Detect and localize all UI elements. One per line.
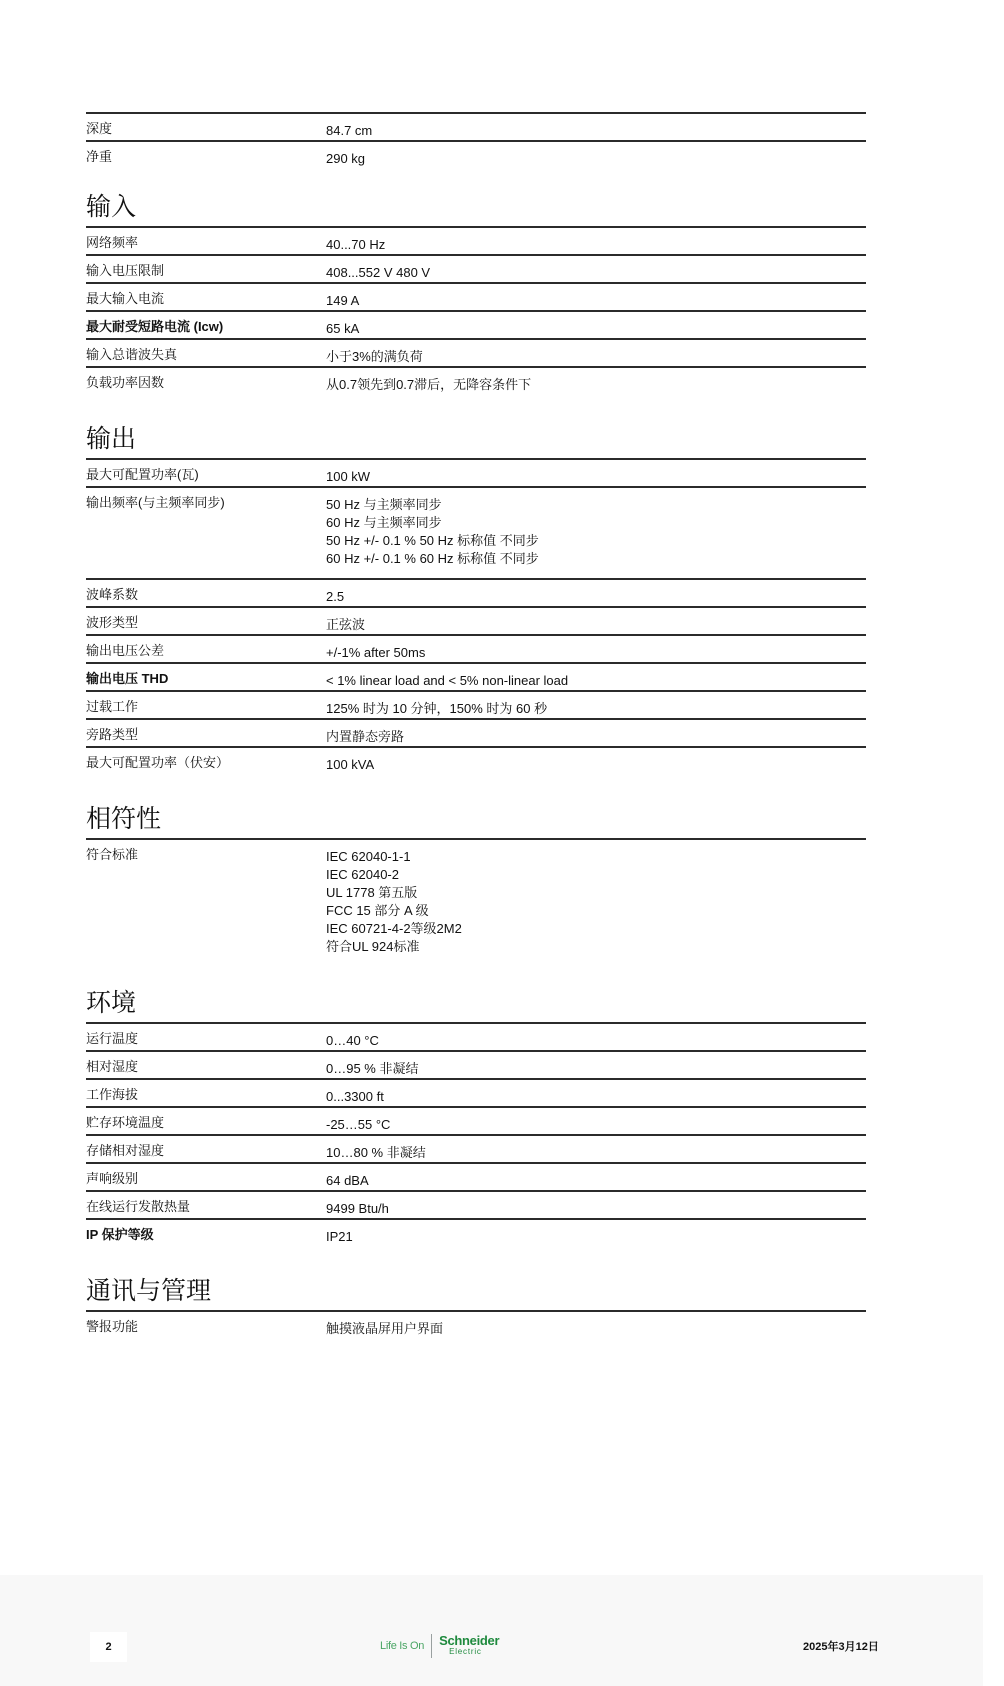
spec-value: 84.7 cm xyxy=(326,123,373,138)
spec-label: 输入电压限制 xyxy=(86,263,165,278)
spec-row xyxy=(86,634,866,662)
spec-label: 最大耐受短路电流 (Icw) xyxy=(86,319,224,334)
spec-label: 相对湿度 xyxy=(86,1059,139,1074)
spec-value: 0…95 % 非凝结 xyxy=(326,1061,419,1076)
spec-row-net-weight xyxy=(86,140,866,168)
spec-row xyxy=(86,1134,866,1162)
spec-row xyxy=(86,718,866,746)
spec-value-line: IEC 62040-1-1 xyxy=(326,849,411,864)
spec-row xyxy=(86,254,866,282)
spec-row-depth xyxy=(86,112,866,140)
spec-value-line: 符合UL 924标准 xyxy=(326,939,420,954)
spec-label: 波形类型 xyxy=(86,615,139,630)
spec-row xyxy=(86,1106,866,1134)
spec-value: 40...70 Hz xyxy=(326,237,386,252)
spec-label: 净重 xyxy=(86,149,113,164)
spec-label: 网络频率 xyxy=(86,235,139,250)
spec-value: 408...552 V 480 V xyxy=(326,265,431,280)
spec-label: 负载功率因数 xyxy=(86,375,165,390)
spec-label: 警报功能 xyxy=(86,1319,139,1334)
spec-document xyxy=(86,112,866,1338)
spec-value: 从0.7领先到0.7滞后，无降容条件下 xyxy=(326,377,532,392)
section-title-output: 输出 xyxy=(86,425,137,453)
spec-value: 2.5 xyxy=(326,589,345,604)
spec-value-list xyxy=(326,495,866,568)
spec-value-line: 60 Hz 与主频率同步 xyxy=(326,515,442,530)
brand-sub: Electric xyxy=(449,1647,482,1656)
spec-value-line: FCC 15 部分 A 级 xyxy=(326,903,429,918)
spec-row xyxy=(86,1218,866,1246)
section-title-environment: 环境 xyxy=(86,989,137,1017)
spec-label: 输出频率(与主频率同步) xyxy=(86,495,225,510)
spec-label: 波峰系数 xyxy=(86,587,139,602)
spec-label: 最大可配置功率(瓦) xyxy=(86,467,199,482)
spec-value: -25…55 °C xyxy=(326,1117,391,1132)
spec-value: 9499 Btu/h xyxy=(326,1201,389,1216)
tagline: Life Is On xyxy=(380,1640,425,1652)
spec-label: 深度 xyxy=(86,121,113,136)
spec-label: 输出电压公差 xyxy=(86,643,165,658)
spec-label: 最大输入电流 xyxy=(86,291,165,306)
spec-value: 小于3%的满负荷 xyxy=(326,349,423,364)
spec-value: 100 kVA xyxy=(326,757,375,772)
spec-row xyxy=(86,838,866,966)
section-title-comms: 通讯与管理 xyxy=(86,1277,212,1305)
brand-mark xyxy=(439,1635,499,1657)
spec-value-line: UL 1778 第五版 xyxy=(326,885,418,900)
spec-label: 存储相对湿度 xyxy=(86,1143,165,1158)
spec-row xyxy=(86,1190,866,1218)
spec-value: 内置静态旁路 xyxy=(326,729,405,744)
spec-value-line: 50 Hz 与主频率同步 xyxy=(326,497,442,512)
spec-row xyxy=(86,338,866,366)
spec-value: < 1% linear load and < 5% non-linear load xyxy=(326,673,569,688)
spec-row xyxy=(86,366,866,394)
spec-row xyxy=(86,662,866,690)
spec-value: 10…80 % 非凝结 xyxy=(326,1145,426,1160)
spec-value: 125% 时为 10 分钟，150% 时为 60 秒 xyxy=(326,701,548,716)
spec-value-line: IEC 62040-2 xyxy=(326,867,399,882)
document-date: 2025年3月12日 xyxy=(803,1641,879,1653)
logo-divider xyxy=(431,1634,432,1658)
spec-value: 65 kA xyxy=(326,321,360,336)
spec-value: 290 kg xyxy=(326,151,366,166)
spec-value: 0...3300 ft xyxy=(326,1089,384,1104)
spec-label: 符合标准 xyxy=(86,847,139,862)
spec-value: 64 dBA xyxy=(326,1173,369,1188)
spec-row xyxy=(86,458,866,486)
spec-value: 149 A xyxy=(326,293,360,308)
spec-row xyxy=(86,746,866,774)
spec-label: 输出电压 THD xyxy=(86,671,169,686)
spec-row xyxy=(86,226,866,254)
spec-value-line: 60 Hz +/- 0.1 % 60 Hz 标称值 不同步 xyxy=(326,551,539,566)
spec-row xyxy=(86,1050,866,1078)
page-footer xyxy=(0,1575,983,1686)
spec-value: 100 kW xyxy=(326,469,371,484)
spec-row xyxy=(86,690,866,718)
spec-label: 声响级别 xyxy=(86,1171,139,1186)
spec-label: 最大可配置功率（伏安） xyxy=(86,755,230,770)
section-title-conformity: 相符性 xyxy=(86,805,162,833)
spec-value: +/-1% after 50ms xyxy=(326,645,426,660)
brand-name: Schneider xyxy=(439,1633,500,1648)
spec-value: 触摸液晶屏用户界面 xyxy=(326,1321,444,1336)
spec-value-line: IEC 60721-4-2等级2M2 xyxy=(326,921,462,936)
spec-value-list xyxy=(326,847,866,956)
spec-label: 旁路类型 xyxy=(86,727,139,742)
spec-row xyxy=(86,282,866,310)
spec-value-line: 50 Hz +/- 0.1 % 50 Hz 标称值 不同步 xyxy=(326,533,539,548)
section-title-input: 输入 xyxy=(86,193,137,221)
spec-label: 在线运行发散热量 xyxy=(86,1199,191,1214)
spec-row xyxy=(86,310,866,338)
spec-row xyxy=(86,486,866,578)
spec-row xyxy=(86,1078,866,1106)
spec-row xyxy=(86,606,866,634)
spec-label: 过载工作 xyxy=(86,699,139,714)
spec-row xyxy=(86,1162,866,1190)
spec-row xyxy=(86,578,866,606)
spec-value: 正弦波 xyxy=(326,617,366,632)
schneider-logo xyxy=(380,1632,499,1660)
spec-label: 贮存环境温度 xyxy=(86,1115,165,1130)
spec-row xyxy=(86,1310,866,1338)
spec-label: 输入总谐波失真 xyxy=(86,347,178,362)
spec-row xyxy=(86,1022,866,1050)
spec-label: 工作海拔 xyxy=(86,1087,139,1102)
spec-label: 运行温度 xyxy=(86,1031,139,1046)
spec-value: 0…40 °C xyxy=(326,1033,379,1048)
page-number: 2 xyxy=(90,1632,127,1662)
spec-value: IP21 xyxy=(326,1229,353,1244)
spec-label: IP 保护等级 xyxy=(86,1227,154,1242)
